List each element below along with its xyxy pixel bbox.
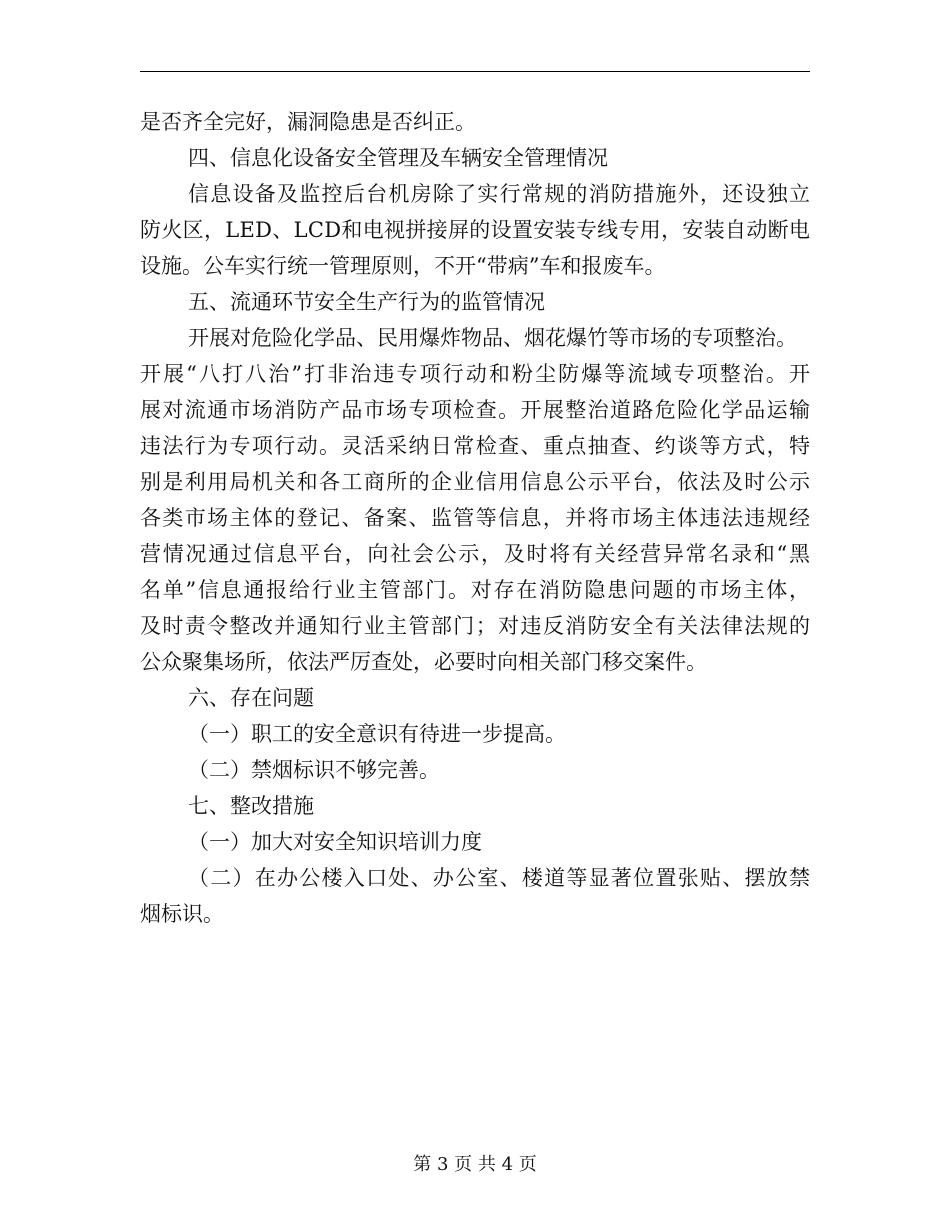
text-line: 及时责令整改并通知行业主管部门；对违反消防安全有关法律法规的 xyxy=(140,614,812,638)
text-line: 名单”信息通报给行业主管部门。对存在消防隐患问题的市场主体， xyxy=(140,578,812,602)
text-line: 营情况通过信息平台，向社会公示，及时将有关经营异常名录和“黑 xyxy=(140,542,812,566)
page-number: 第 3 页 共 4 页 xyxy=(413,1154,537,1175)
text-line: 别是利用局机关和各工商所的企业信用信息公示平台，依法及时公示 xyxy=(140,470,812,494)
section-heading-6: 六、存在问题 xyxy=(188,686,314,710)
text-line: 信息设备及监控后台机房除了实行常规的消防措施外，还设独立 xyxy=(188,182,812,206)
text-line: 开展“八打八治”打非治违专项行动和粉尘防爆等流域专项整治。开 xyxy=(140,362,813,386)
text-line: 烟标识。 xyxy=(140,902,224,926)
text-line: 各类市场主体的登记、备案、监管等信息，并将市场主体违法违规经 xyxy=(140,506,812,530)
text-line: 设施。公车实行统一管理原则，不开“带病”车和报废车。 xyxy=(140,254,666,278)
text-line: 是否齐全完好，漏洞隐患是否纠正。 xyxy=(140,110,476,134)
list-item: （二）禁烟标识不够完善。 xyxy=(188,758,440,782)
section-heading-5: 五、流通环节安全生产行为的监管情况 xyxy=(188,290,545,314)
list-item: （一）加大对安全知识培训力度 xyxy=(188,830,482,854)
section-heading-4: 四、信息化设备安全管理及车辆安全管理情况 xyxy=(188,146,608,170)
text-line: 展对流通市场消防产品市场专项检查。开展整治道路危险化学品运输 xyxy=(140,398,812,422)
list-item: （一）职工的安全意识有待进一步提高。 xyxy=(188,722,566,746)
text-line: 违法行为专项行动。灵活采纳日常检查、重点抽查、约谈等方式，特 xyxy=(140,434,812,458)
section-heading-7: 七、整改措施 xyxy=(188,794,314,818)
list-item: （二）在办公楼入口处、办公室、楼道等显著位置张贴、摆放禁 xyxy=(188,866,812,890)
text-line: 防火区，LED、LCD和电视拼接屏的设置安装专线专用，安装自动断电 xyxy=(140,218,811,242)
text-line: 开展对危险化学品、民用爆炸物品、烟花爆竹等市场的专项整治。 xyxy=(188,326,797,350)
header-rule xyxy=(140,71,810,72)
text-line: 公众聚集场所，依法严厉查处，必要时向相关部门移交案件。 xyxy=(140,650,707,674)
body-text xyxy=(140,104,820,932)
